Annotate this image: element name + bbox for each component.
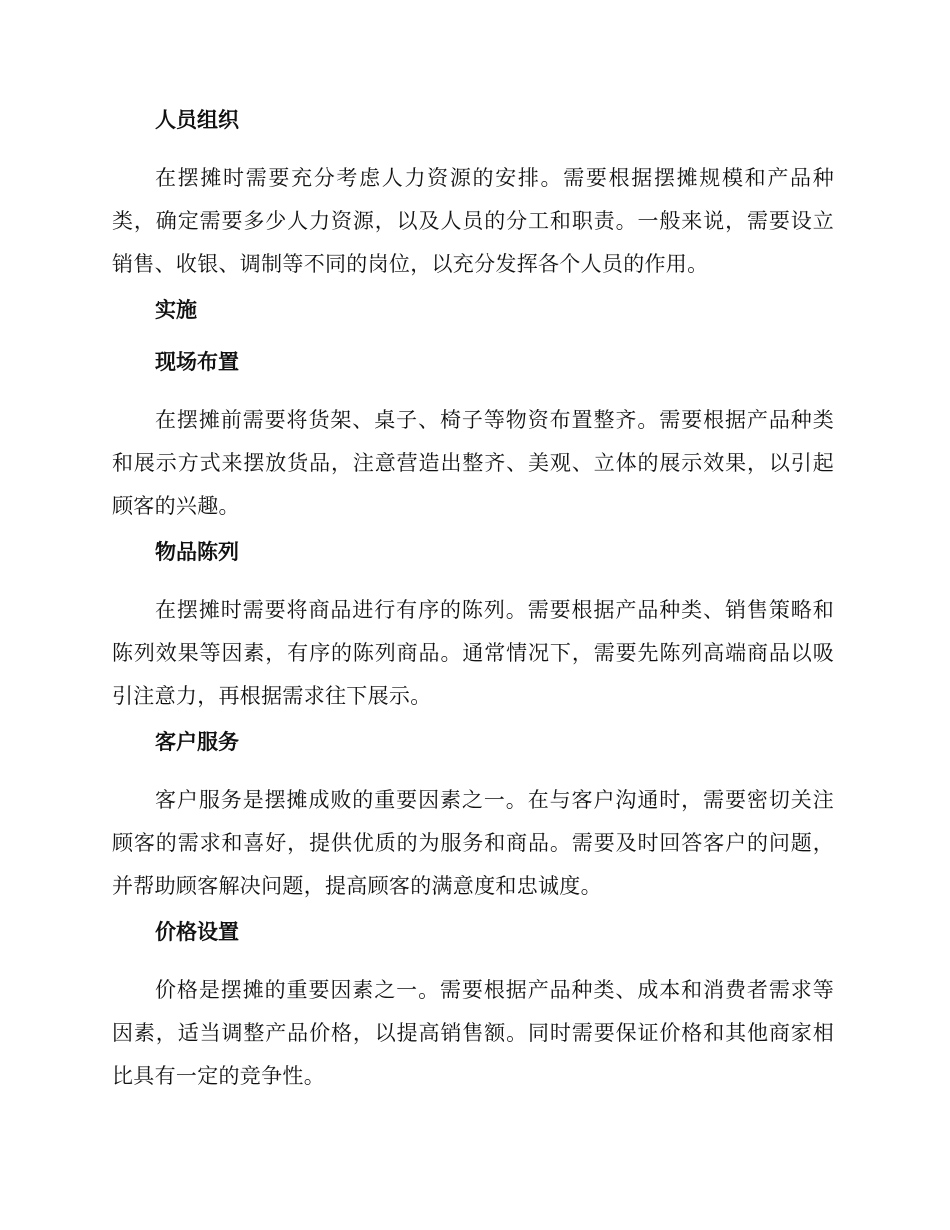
document-body <box>112 105 834 1098</box>
section-heading-customer-service: 客户服务 <box>155 730 239 754</box>
section-paragraph-pricing: 价格是摆摊的重要因素之一。需要根据产品种类、成本和消费者需求等因素，适当调整产品价格，以提高销售额。同时需要保证价格和其他商家相比具有一定的竞争性。 <box>112 978 834 1088</box>
section-paragraph-merchandise-display: 在摆摊时需要将商品进行有序的陈列。需要根据产品种类、销售策略和陈列效果等因素，有序的陈列商品。通常情况下，需要先陈列高端商品以吸引注意力，再根据需求往下展示。 <box>112 598 834 708</box>
section-heading-implementation: 实施 <box>155 298 197 322</box>
section-paragraph-staff-organization: 在摆摊时需要充分考虑人力资源的安排。需要根据摆摊规模和产品种类，确定需要多少人力资源，以及人员的分工和职责。一般来说，需要设立销售、收银、调制等不同的岗位，以充分发挥各个人员的作用。 <box>112 166 834 276</box>
section-heading-pricing: 价格设置 <box>155 920 239 944</box>
section-paragraph-customer-service: 客户服务是摆摊成败的重要因素之一。在与客户沟通时，需要密切关注顾客的需求和喜好，提供优质的为服务和商品。需要及时回答客户的问题，并帮助顾客解决问题，提高顾客的满意度和忠诚度。 <box>112 788 834 898</box>
section-paragraph-site-layout: 在摆摊前需要将货架、桌子、椅子等物资布置整齐。需要根据产品种类和展示方式来摆放货品，注意营造出整齐、美观、立体的展示效果，以引起顾客的兴趣。 <box>112 408 834 518</box>
section-heading-staff-organization: 人员组织 <box>155 108 239 132</box>
section-heading-site-layout: 现场布置 <box>155 350 239 374</box>
section-heading-merchandise-display: 物品陈列 <box>155 540 239 564</box>
